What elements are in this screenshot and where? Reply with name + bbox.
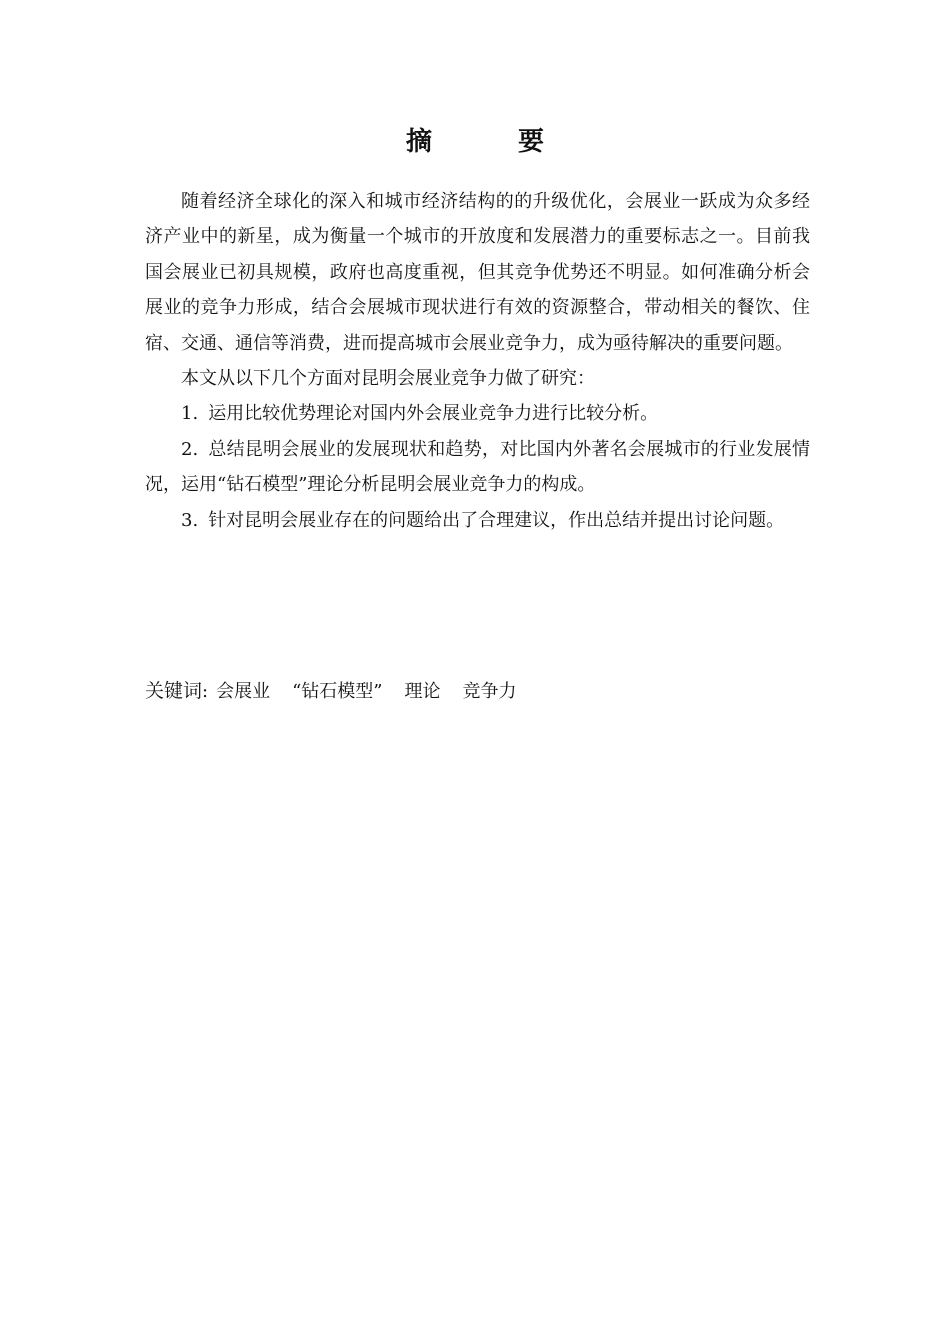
list-text: 针对昆明会展业存在的问题给出了合理建议，作出总结并提出讨论问题。 [208,509,785,531]
list-text: 运用比较优势理论对国内外会展业竞争力进行比较分析。 [208,403,659,425]
list-text: 总结昆明会展业的发展现状和趋势，对比国内外著名会展城市的行业发展情况，运用“钻石模型”理论分析昆明会展业竞争力的构成。 [145,438,810,496]
list-item-2 [145,432,810,503]
list-item-3 [145,503,810,538]
list-item-1 [145,396,810,431]
abstract-body [145,184,810,538]
abstract-title: 摘 要 [405,127,574,157]
keyword-item: “钻石模型” [292,681,383,702]
keywords-line [145,676,539,707]
keyword-item: 竞争力 [462,681,517,702]
keyword-item: 理论 [404,681,441,702]
list-number: 1. [181,403,199,425]
abstract-paragraph-1: 随着经济全球化的深入和城市经济结构的的升级优化，会展业一跃成为众多经济产业中的新星，成为衡量一个城市的开放度和发展潜力的重要标志之一。目前我国会展业已初具规模，政府也高度重视，但其竞争优势还不明显。如何准确分析会展业的竞争力形成，结合会展城市现状进行有效的资源整合，带动相关的餐饮、住宿、交通、通信等消费，进而提高城市会展业竞争力，成为亟待解决的重要问题。 [145,191,810,354]
list-number: 3. [181,509,199,531]
abstract-paragraph-2: 本文从以下几个方面对昆明会展业竞争力做了研究： [181,368,595,390]
keyword-item: 会展业 [216,681,271,702]
list-number: 2. [181,438,199,460]
keywords-separator: : [202,681,209,702]
keywords-label: 关键词 [145,680,203,702]
